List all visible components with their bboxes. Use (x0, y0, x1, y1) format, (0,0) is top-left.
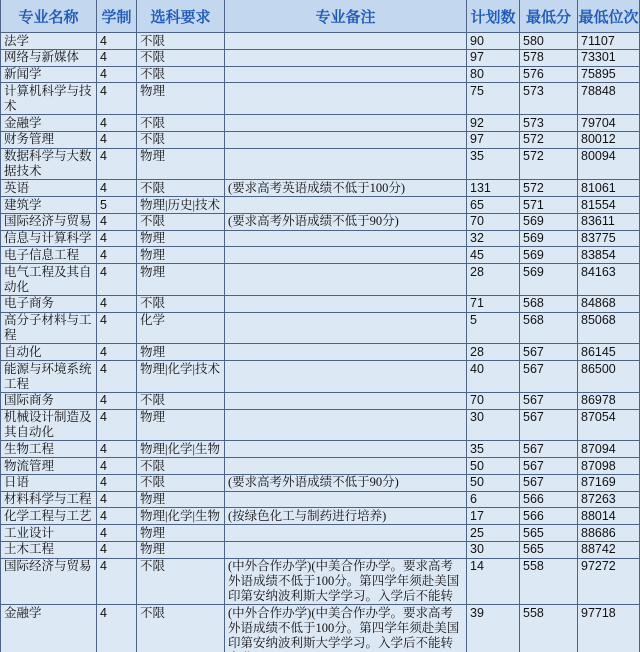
min-score-cell: 572 (520, 132, 578, 148)
duration-cell: 4 (97, 344, 137, 360)
duration-cell: 4 (97, 296, 137, 312)
subject-requirement-cell: 物理 (137, 264, 225, 295)
min-score-cell: 572 (520, 180, 578, 196)
subject-requirement-cell: 物理|化学|技术 (137, 361, 225, 392)
duration-cell: 4 (97, 149, 137, 180)
duration-cell: 4 (97, 83, 137, 114)
major-name-cell: 信息与计算科学 (0, 231, 97, 247)
plan-count-cell: 6 (467, 492, 520, 508)
plan-count-cell: 32 (467, 231, 520, 247)
major-note-cell: (中外合作办学)(中美合作办学。要求高考外语成绩不低于100分。第四学年须赴美国印第安纳波利斯大学学习。入学后不能转 (225, 559, 467, 605)
min-score-cell: 568 (520, 313, 578, 344)
header-min-score: 最低分 (520, 0, 578, 32)
table-row (0, 458, 640, 475)
min-rank-cell: 88742 (578, 542, 640, 558)
major-note-cell (225, 50, 467, 66)
table-row (0, 313, 640, 345)
min-score-cell: 567 (520, 458, 578, 474)
major-note-cell (225, 361, 467, 392)
duration-cell: 4 (97, 50, 137, 66)
major-note-cell (225, 83, 467, 114)
subject-requirement-cell: 不限 (137, 180, 225, 196)
table-row (0, 180, 640, 197)
duration-cell: 4 (97, 67, 137, 83)
subject-requirement-cell: 物理 (137, 542, 225, 558)
major-name-cell: 计算机科学与技术 (0, 83, 97, 114)
min-rank-cell: 80094 (578, 149, 640, 180)
major-note-cell (225, 132, 467, 148)
subject-requirement-cell: 不限 (137, 50, 225, 66)
min-rank-cell: 87098 (578, 458, 640, 474)
plan-count-cell: 65 (467, 197, 520, 213)
major-name-cell: 国际商务 (0, 393, 97, 409)
major-note-cell (225, 247, 467, 263)
major-note-cell (225, 313, 467, 344)
duration-cell: 4 (97, 393, 137, 409)
duration-cell: 4 (97, 605, 137, 652)
major-note-cell (225, 149, 467, 180)
major-note-cell (225, 393, 467, 409)
duration-cell: 4 (97, 492, 137, 508)
min-score-cell: 567 (520, 410, 578, 441)
subject-requirement-cell: 物理 (137, 492, 225, 508)
duration-cell: 4 (97, 115, 137, 131)
min-score-cell: 567 (520, 475, 578, 491)
table-row (0, 542, 640, 559)
plan-count-cell: 92 (467, 115, 520, 131)
subject-requirement-cell: 物理|历史|技术 (137, 197, 225, 213)
major-name-cell: 金融学 (0, 605, 97, 652)
min-score-cell: 569 (520, 231, 578, 247)
subject-requirement-cell: 不限 (137, 115, 225, 131)
min-rank-cell: 86145 (578, 344, 640, 360)
min-rank-cell: 83611 (578, 214, 640, 230)
plan-count-cell: 25 (467, 525, 520, 541)
subject-requirement-cell: 物理 (137, 410, 225, 441)
duration-cell: 4 (97, 508, 137, 524)
header-subject-requirement: 选科要求 (137, 0, 225, 32)
plan-count-cell: 39 (467, 605, 520, 652)
major-note-cell: (要求高考英语成绩不低于100分) (225, 180, 467, 196)
min-score-cell: 569 (520, 264, 578, 295)
plan-count-cell: 28 (467, 344, 520, 360)
subject-requirement-cell: 不限 (137, 67, 225, 83)
subject-requirement-cell: 物理 (137, 83, 225, 114)
subject-requirement-cell: 物理 (137, 149, 225, 180)
min-score-cell: 573 (520, 83, 578, 114)
major-name-cell: 高分子材料与工程 (0, 313, 97, 344)
min-score-cell: 567 (520, 393, 578, 409)
min-rank-cell: 88686 (578, 525, 640, 541)
min-rank-cell: 73301 (578, 50, 640, 66)
major-name-cell: 电子商务 (0, 296, 97, 312)
subject-requirement-cell: 物理 (137, 247, 225, 263)
plan-count-cell: 35 (467, 441, 520, 457)
min-score-cell: 568 (520, 296, 578, 312)
min-rank-cell: 86978 (578, 393, 640, 409)
major-name-cell: 材料科学与工程 (0, 492, 97, 508)
subject-requirement-cell: 不限 (137, 605, 225, 652)
subject-requirement-cell: 不限 (137, 458, 225, 474)
table-row (0, 296, 640, 313)
subject-requirement-cell: 不限 (137, 33, 225, 49)
major-name-cell: 建筑学 (0, 197, 97, 213)
min-rank-cell: 84868 (578, 296, 640, 312)
table-row (0, 605, 640, 652)
major-name-cell: 能源与环境系统工程 (0, 361, 97, 392)
table-row (0, 441, 640, 458)
major-note-cell: (要求高考外语成绩不低于90分) (225, 475, 467, 491)
plan-count-cell: 70 (467, 214, 520, 230)
major-note-cell (225, 492, 467, 508)
min-score-cell: 571 (520, 197, 578, 213)
min-rank-cell: 87263 (578, 492, 640, 508)
major-note-cell (225, 525, 467, 541)
plan-count-cell: 71 (467, 296, 520, 312)
major-name-cell: 物流管理 (0, 458, 97, 474)
min-rank-cell: 79704 (578, 115, 640, 131)
subject-requirement-cell: 物理 (137, 231, 225, 247)
min-score-cell: 576 (520, 67, 578, 83)
min-rank-cell: 85068 (578, 313, 640, 344)
table-row (0, 132, 640, 149)
subject-requirement-cell: 化学 (137, 313, 225, 344)
duration-cell: 4 (97, 132, 137, 148)
header-min-rank: 最低位次 (578, 0, 640, 32)
header-major-note: 专业备注 (225, 0, 467, 32)
subject-requirement-cell: 不限 (137, 475, 225, 491)
major-note-cell (225, 67, 467, 83)
plan-count-cell: 14 (467, 559, 520, 605)
major-note-cell (225, 441, 467, 457)
min-rank-cell: 87169 (578, 475, 640, 491)
major-note-cell (225, 264, 467, 295)
min-score-cell: 566 (520, 492, 578, 508)
min-score-cell: 566 (520, 508, 578, 524)
duration-cell: 4 (97, 313, 137, 344)
plan-count-cell: 17 (467, 508, 520, 524)
min-rank-cell: 80012 (578, 132, 640, 148)
duration-cell: 4 (97, 214, 137, 230)
major-name-cell: 新闻学 (0, 67, 97, 83)
min-score-cell: 580 (520, 33, 578, 49)
major-name-cell: 生物工程 (0, 441, 97, 457)
table-row (0, 492, 640, 509)
plan-count-cell: 80 (467, 67, 520, 83)
major-name-cell: 自动化 (0, 344, 97, 360)
plan-count-cell: 97 (467, 132, 520, 148)
table-row (0, 115, 640, 132)
plan-count-cell: 50 (467, 475, 520, 491)
plan-count-cell: 70 (467, 393, 520, 409)
min-score-cell: 569 (520, 247, 578, 263)
table-row (0, 559, 640, 606)
plan-count-cell: 5 (467, 313, 520, 344)
major-note-cell (225, 115, 467, 131)
min-rank-cell: 97272 (578, 559, 640, 605)
major-note-cell: (要求高考外语成绩不低于90分) (225, 214, 467, 230)
duration-cell: 4 (97, 525, 137, 541)
plan-count-cell: 90 (467, 33, 520, 49)
plan-count-cell: 75 (467, 83, 520, 114)
table-row (0, 508, 640, 525)
min-score-cell: 567 (520, 361, 578, 392)
subject-requirement-cell: 物理|化学|生物 (137, 441, 225, 457)
min-rank-cell: 83854 (578, 247, 640, 263)
subject-requirement-cell: 物理|化学|生物 (137, 508, 225, 524)
major-note-cell (225, 458, 467, 474)
min-rank-cell: 84163 (578, 264, 640, 295)
plan-count-cell: 45 (467, 247, 520, 263)
subject-requirement-cell: 不限 (137, 393, 225, 409)
duration-cell: 4 (97, 559, 137, 605)
table-row (0, 231, 640, 248)
major-name-cell: 国际经济与贸易 (0, 214, 97, 230)
major-name-cell: 电子信息工程 (0, 247, 97, 263)
min-rank-cell: 87094 (578, 441, 640, 457)
major-name-cell: 机械设计制造及其自动化 (0, 410, 97, 441)
min-score-cell: 558 (520, 559, 578, 605)
min-score-cell: 569 (520, 214, 578, 230)
header-row (0, 0, 640, 33)
major-name-cell: 国际经济与贸易 (0, 559, 97, 605)
major-name-cell: 数据科学与大数据技术 (0, 149, 97, 180)
major-name-cell: 金融学 (0, 115, 97, 131)
plan-count-cell: 30 (467, 410, 520, 441)
subject-requirement-cell: 物理 (137, 344, 225, 360)
table-row (0, 67, 640, 84)
plan-count-cell: 30 (467, 542, 520, 558)
major-note-cell (225, 231, 467, 247)
min-score-cell: 567 (520, 441, 578, 457)
major-note-cell (225, 197, 467, 213)
plan-count-cell: 35 (467, 149, 520, 180)
plan-count-cell: 131 (467, 180, 520, 196)
min-score-cell: 572 (520, 149, 578, 180)
table-row (0, 410, 640, 442)
table-row (0, 475, 640, 492)
min-rank-cell: 81061 (578, 180, 640, 196)
major-note-cell (225, 344, 467, 360)
major-note-cell: (中外合作办学)(中美合作办学。要求高考外语成绩不低于100分。第四学年须赴美国印第安纳波利斯大学学习。入学后不能转 (225, 605, 467, 652)
plan-count-cell: 50 (467, 458, 520, 474)
table-row (0, 83, 640, 115)
major-name-cell: 网络与新媒体 (0, 50, 97, 66)
header-duration: 学制 (97, 0, 137, 32)
major-name-cell: 财务管理 (0, 132, 97, 148)
duration-cell: 4 (97, 542, 137, 558)
duration-cell: 5 (97, 197, 137, 213)
min-rank-cell: 88014 (578, 508, 640, 524)
subject-requirement-cell: 不限 (137, 559, 225, 605)
table-row (0, 214, 640, 231)
major-note-cell (225, 410, 467, 441)
major-name-cell: 英语 (0, 180, 97, 196)
min-score-cell: 573 (520, 115, 578, 131)
duration-cell: 4 (97, 458, 137, 474)
table-row (0, 393, 640, 410)
major-note-cell (225, 296, 467, 312)
min-rank-cell: 71107 (578, 33, 640, 49)
major-name-cell: 化学工程与工艺 (0, 508, 97, 524)
subject-requirement-cell: 不限 (137, 296, 225, 312)
major-note-cell (225, 33, 467, 49)
subject-requirement-cell: 不限 (137, 132, 225, 148)
duration-cell: 4 (97, 361, 137, 392)
table-row (0, 149, 640, 181)
table-body (0, 33, 640, 652)
duration-cell: 4 (97, 33, 137, 49)
duration-cell: 4 (97, 264, 137, 295)
min-score-cell: 567 (520, 344, 578, 360)
min-score-cell: 578 (520, 50, 578, 66)
major-name-cell: 法学 (0, 33, 97, 49)
major-note-cell (225, 542, 467, 558)
table-row (0, 50, 640, 67)
min-score-cell: 565 (520, 525, 578, 541)
header-plan-count: 计划数 (467, 0, 520, 32)
major-name-cell: 工业设计 (0, 525, 97, 541)
major-name-cell: 土木工程 (0, 542, 97, 558)
min-score-cell: 565 (520, 542, 578, 558)
table-row (0, 344, 640, 361)
major-name-cell: 电气工程及其自动化 (0, 264, 97, 295)
table-row (0, 33, 640, 50)
table-row (0, 264, 640, 296)
table-row (0, 197, 640, 214)
subject-requirement-cell: 物理 (137, 525, 225, 541)
min-rank-cell: 78848 (578, 83, 640, 114)
header-major-name: 专业名称 (0, 0, 97, 32)
duration-cell: 4 (97, 247, 137, 263)
table-row (0, 361, 640, 393)
table-row (0, 247, 640, 264)
min-rank-cell: 97718 (578, 605, 640, 652)
major-name-cell: 日语 (0, 475, 97, 491)
plan-count-cell: 97 (467, 50, 520, 66)
subject-requirement-cell: 不限 (137, 214, 225, 230)
min-score-cell: 558 (520, 605, 578, 652)
duration-cell: 4 (97, 231, 137, 247)
plan-count-cell: 28 (467, 264, 520, 295)
duration-cell: 4 (97, 475, 137, 491)
min-rank-cell: 83775 (578, 231, 640, 247)
table-row (0, 525, 640, 542)
duration-cell: 4 (97, 180, 137, 196)
min-rank-cell: 81554 (578, 197, 640, 213)
duration-cell: 4 (97, 410, 137, 441)
major-note-cell: (按绿色化工与制药进行培养) (225, 508, 467, 524)
min-rank-cell: 75895 (578, 67, 640, 83)
min-rank-cell: 87054 (578, 410, 640, 441)
plan-count-cell: 40 (467, 361, 520, 392)
duration-cell: 4 (97, 441, 137, 457)
min-rank-cell: 86500 (578, 361, 640, 392)
